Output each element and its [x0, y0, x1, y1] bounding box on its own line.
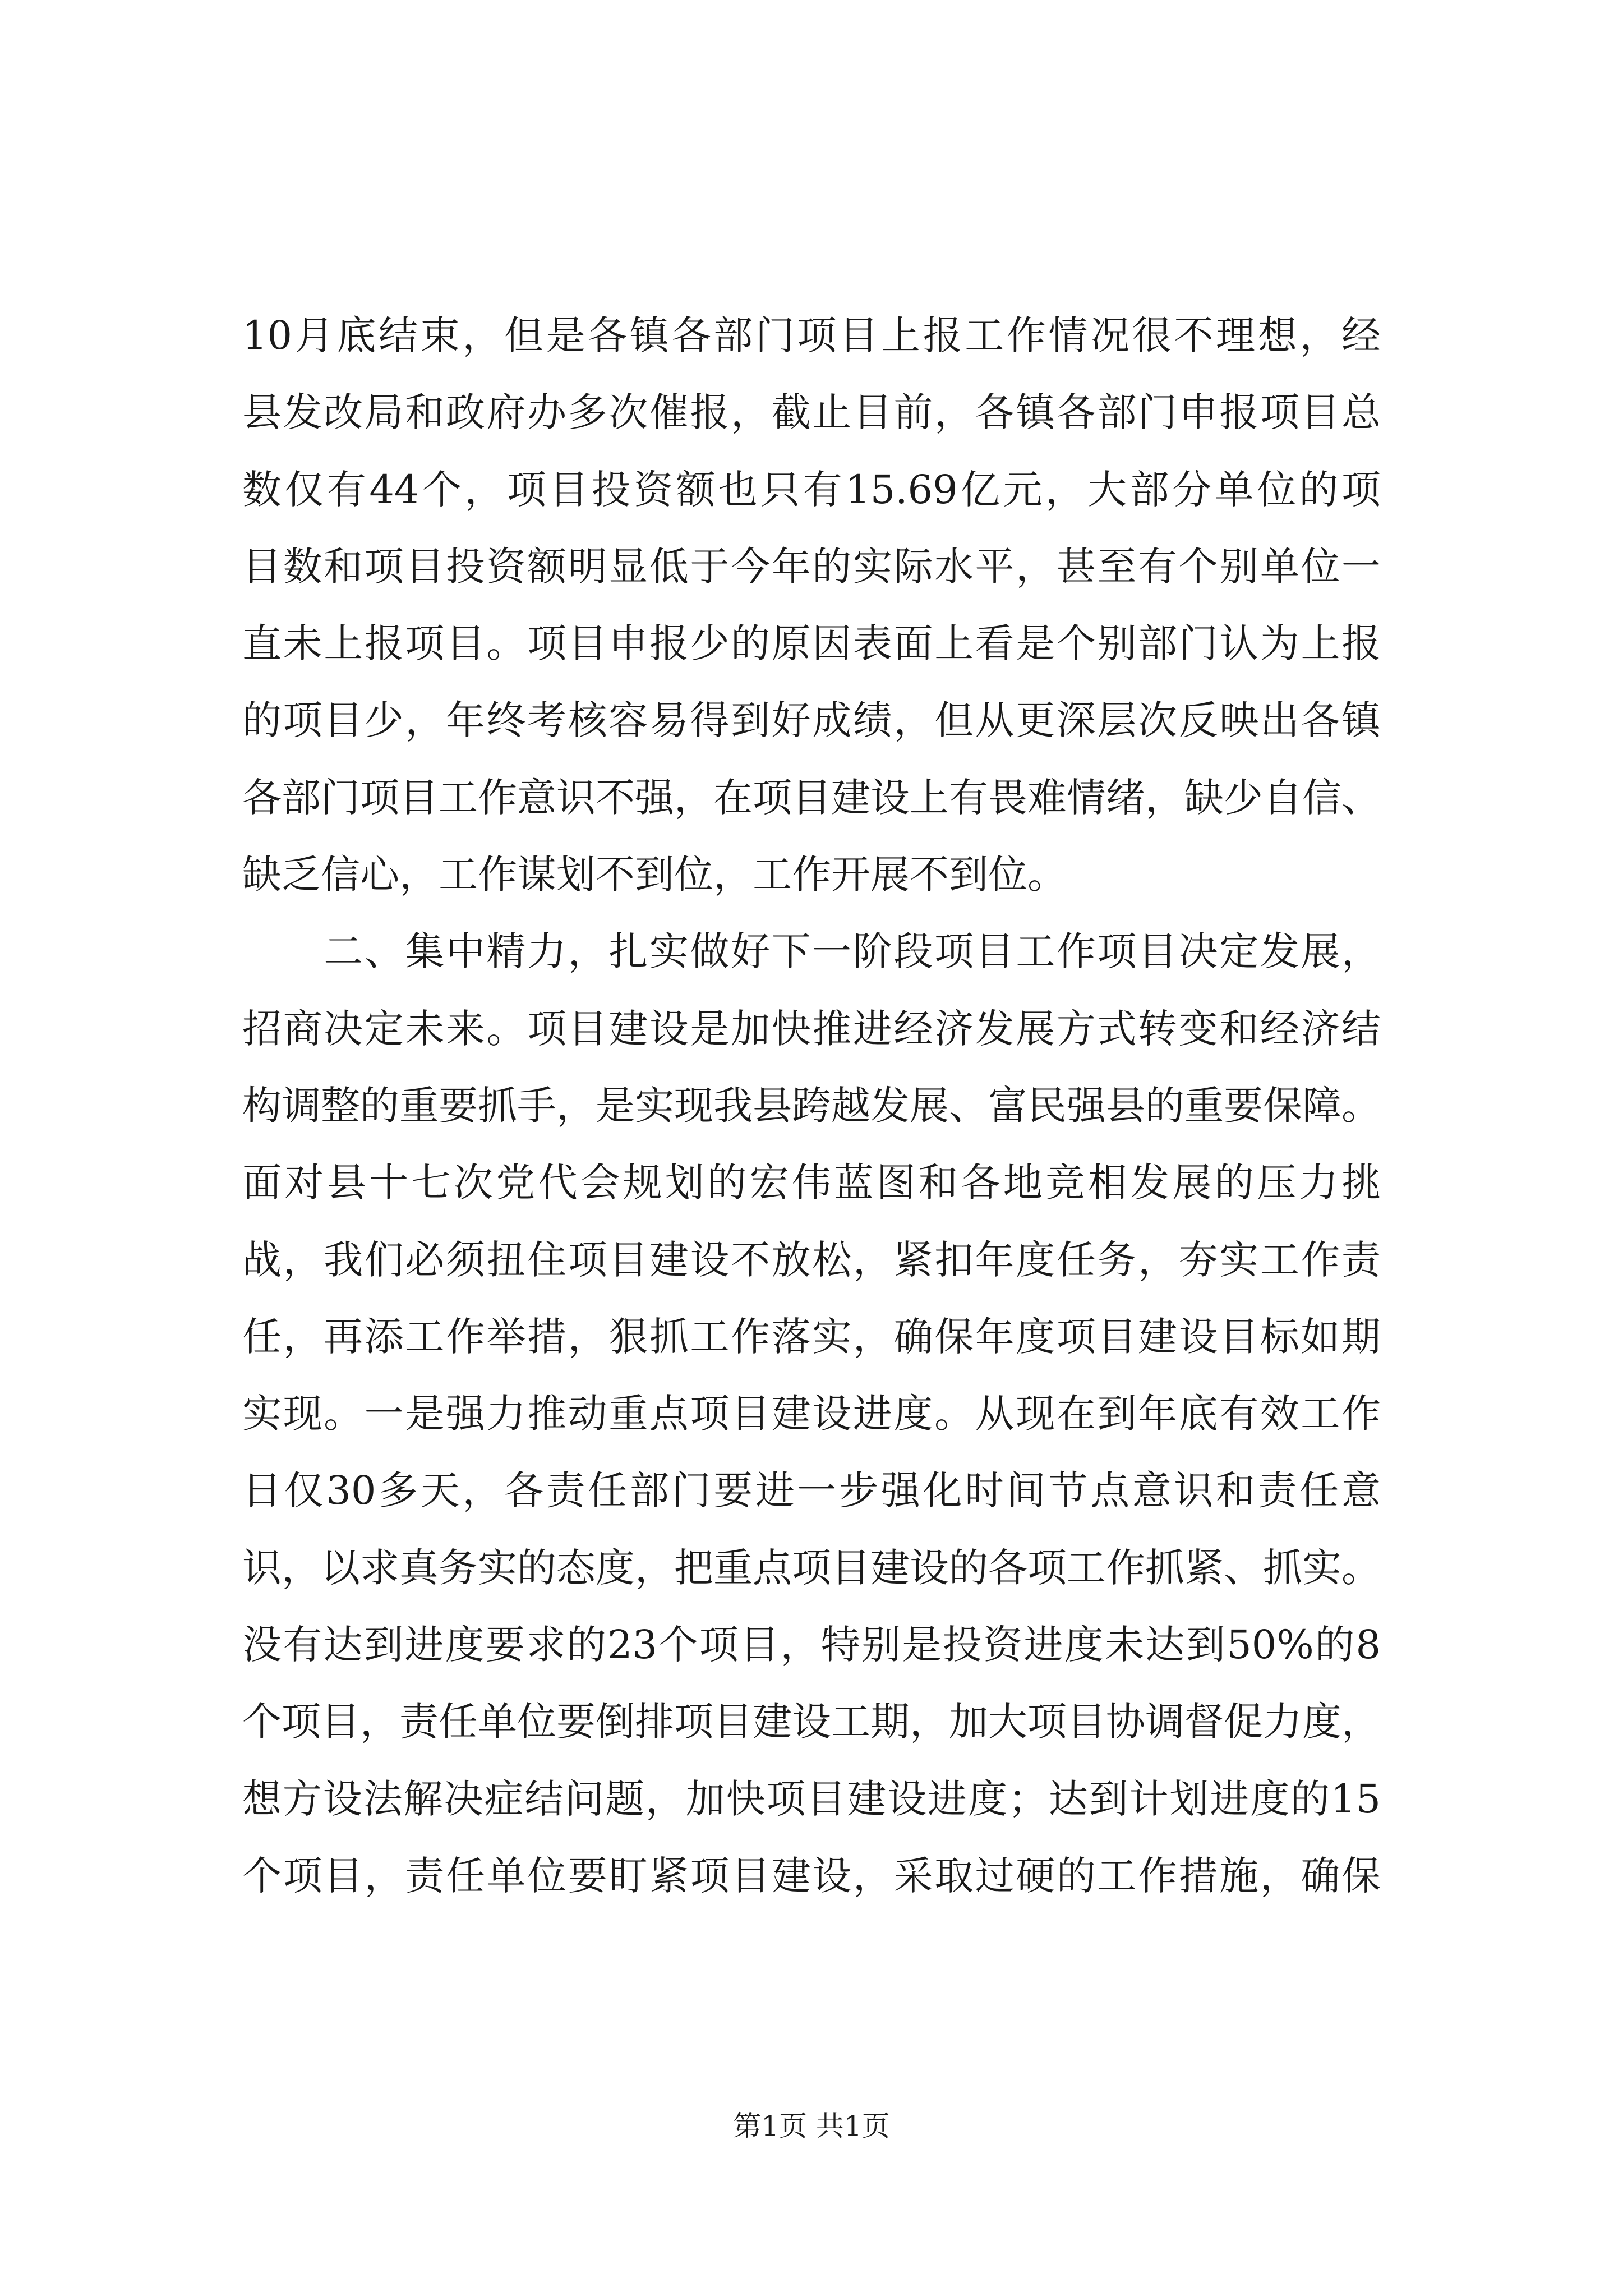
- text-line: 任，再添工作举措，狠抓工作落实，确保年度项目建设目标如期: [242, 1313, 1381, 1360]
- text-line: 个项目，责任单位要盯紧项目建设，采取过硬的工作措施，确保: [242, 1852, 1381, 1899]
- text-line: 的项目少，年终考核容易得到好成绩，但从更深层次反映出各镇: [242, 697, 1381, 744]
- text-line: 战，我们必须扭住项目建设不放松，紧扣年度任务，夯实工作责: [242, 1236, 1381, 1283]
- body-text: [242, 297, 1381, 1915]
- text-line: 目数和项目投资额明显低于今年的实际水平，甚至有个别单位一: [242, 543, 1381, 590]
- text-line: 直未上报项目。项目申报少的原因表面上看是个别部门认为上报: [242, 620, 1381, 667]
- text-line: 想方设法解决症结问题，加快项目建设进度；达到计划进度的15: [242, 1775, 1381, 1822]
- text-line: 数仅有44个，项目投资额也只有15.69亿元，大部分单位的项: [242, 466, 1381, 513]
- page-footer: [0, 2104, 1623, 2144]
- text-line: 实现。一是强力推动重点项目建设进度。从现在到年底有效工作: [242, 1391, 1381, 1437]
- text-line: 招商决定未来。项目建设是加快推进经济发展方式转变和经济结: [242, 1005, 1381, 1052]
- text-line: 识，以求真务实的态度，把重点项目建设的各项工作抓紧、抓实。: [242, 1544, 1381, 1591]
- text-line: 二、集中精力，扎实做好下一阶段项目工作项目决定发展，: [242, 928, 1381, 975]
- page-number-label: 第1页 共1页: [733, 2110, 890, 2142]
- text-line: 县发改局和政府办多次催报，截止目前，各镇各部门申报项目总: [242, 389, 1381, 436]
- text-line: 10月底结束，但是各镇各部门项目上报工作情况很不理想，经: [242, 312, 1381, 358]
- text-line: 面对县十七次党代会规划的宏伟蓝图和各地竞相发展的压力挑: [242, 1159, 1381, 1206]
- text-line: 个项目，责任单位要倒排项目建设工期，加大项目协调督促力度，: [242, 1699, 1381, 1745]
- text-line: 没有达到进度要求的23个项目，特别是投资进度未达到50%的8: [242, 1622, 1381, 1668]
- text-line: 各部门项目工作意识不强，在项目建设上有畏难情绪，缺少自信、: [242, 774, 1381, 821]
- text-line: 日仅30多天，各责任部门要进一步强化时间节点意识和责任意: [242, 1467, 1381, 1514]
- text-line: 构调整的重要抓手，是实现我县跨越发展、富民强县的重要保障。: [242, 1082, 1381, 1129]
- text-line: 缺乏信心，工作谋划不到位，工作开展不到位。: [242, 852, 1067, 898]
